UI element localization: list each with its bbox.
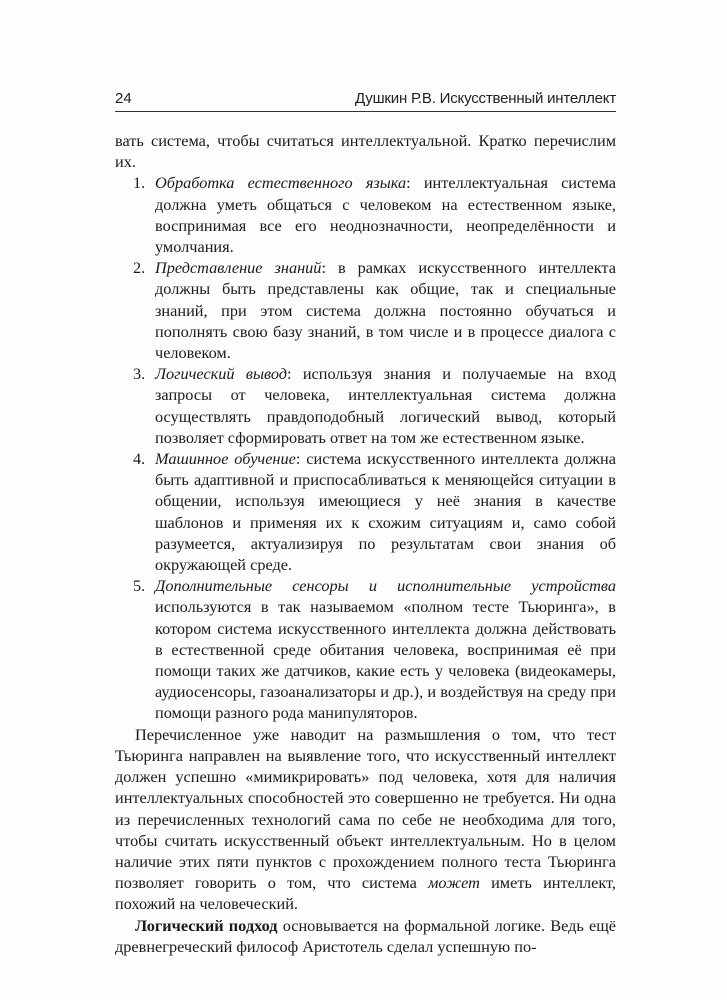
list-item-text: : используя знания и получаемые на вход запросы от человека, интеллектуальная система должна осуществлять правдоподобный логический вывод, который позволяет сформировать ответ на том же естественном языке.	[155, 364, 616, 447]
page-number: 24	[115, 90, 132, 107]
running-title: Душкин Р.В. Искусственный интеллект	[354, 90, 616, 107]
list-item	[115, 448, 616, 575]
list-item	[115, 575, 616, 723]
turing-paragraph-text: Перечисленное уже наводит на размышления о том, что тест Тьюринга направлен на выявление того, что искусственный интеллект должен успешно «мимикрировать» под человека, хотя для наличия интеллектуальных способностей это совершенно не требуется. Ни одна из перечисленных технологий сама по себе не необходима для того, чтобы считать искусственный объект интеллектуальным. Но в целом наличие этих пяти пунктов с прохождением полного теста Тьюринга позволяет говорить о том, что система	[115, 724, 616, 893]
list-item-term: Машинное обучение	[155, 449, 296, 469]
list-item-term: Дополнительные сенсоры и исполнительные устройства	[155, 576, 616, 596]
list-item-text: : в рамках искусственного интеллекта должны быть представлены как общие, так и специальные знаний, при этом система должна постоянно обучаться и пополнять свою базу знаний, в том числе и в процессе диалога с человеком.	[155, 258, 616, 363]
body-text	[115, 130, 616, 957]
list-item-number: 3.	[133, 364, 146, 384]
turing-paragraph	[115, 724, 616, 915]
list-item-term: Обработка естественного языка	[155, 173, 407, 193]
header-rule	[115, 111, 616, 112]
list-item	[115, 363, 616, 448]
list-item	[115, 257, 616, 363]
list-item-text: : интеллектуальная система должна уметь общаться с человеком на естественном языке, воспринимая все его неоднозначности, неопределённости и умолчания.	[155, 173, 617, 257]
list-item-text: используются в так называемом «полном тесте Тьюринга», в котором система искусственного интеллекта должна действовать в естественной среде обитания человека, воспринимая её при помощи таких же датчиков, какие есть у человека (видеокамеры, аудиосенсоры, газоанализаторы и др.), и воздействуя на среду при помощи разного рода манипуляторов.	[155, 597, 616, 723]
requirements-list	[115, 172, 616, 723]
list-item-number: 4.	[133, 449, 146, 469]
logic-approach-term: Логический подход	[135, 915, 278, 935]
list-item-text: : система искусственного интеллекта должна быть адаптивной и приспосабливаться к меняющейся ситуации в общении, используя имеющиеся у неё знания в качестве шаблонов и применяя их к схожим ситуациям и, само собой разумеется, актуализируя по результатам свои знания об окружающей среде.	[155, 449, 616, 575]
emphasis-word: может	[428, 873, 480, 893]
turing-paragraph-end: иметь интеллект, похожий на человеческий.	[115, 873, 616, 914]
list-item-number: 2.	[133, 258, 146, 278]
logic-paragraph	[115, 915, 616, 957]
list-item-term: Логический вывод	[155, 364, 287, 384]
logic-paragraph-text: основывается на формальной логике. Ведь ещё древнегреческий философ Аристотель сделал успешную по-	[115, 915, 617, 956]
list-item-number: 5.	[133, 576, 146, 596]
list-item-number: 1.	[133, 173, 146, 193]
running-header	[115, 88, 616, 110]
list-item-term: Представление знаний	[155, 258, 322, 278]
list-item	[115, 172, 616, 257]
intro-paragraph: вать система, чтобы считаться интеллектуальной. Кратко перечислим их.	[115, 131, 616, 172]
